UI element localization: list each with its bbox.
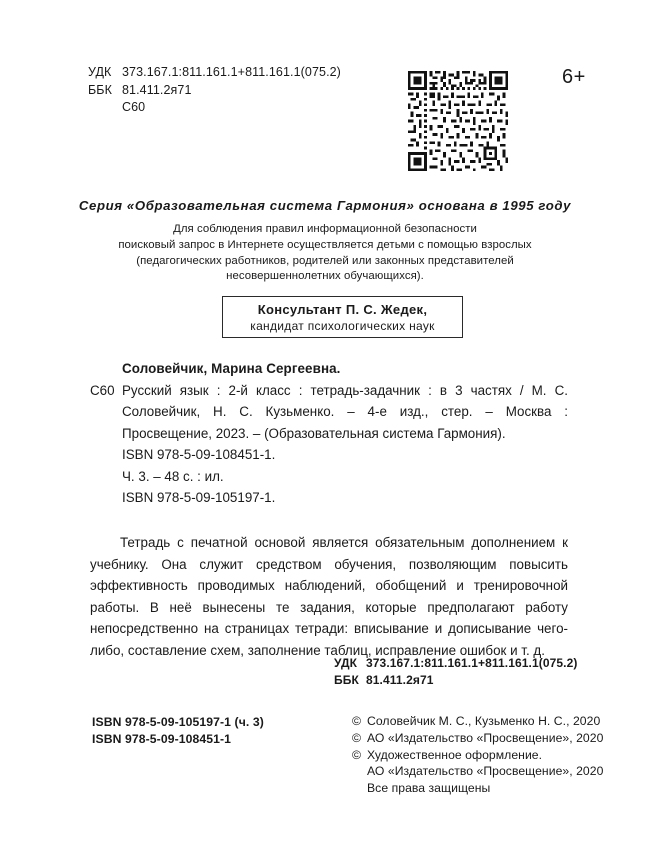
udk-value-repeat: 373.167.1:811.161.1+811.161.1(075.2): [366, 656, 578, 670]
bibliographic-description: Русский язык : 2-й класс : тетрадь-задачник : в 3 частях / М. С. Соловейчик, Н. С. Кузьменко. – 4-е изд., стер. – Москва : Просвещение, 2023. – (Образовательная система Гармония).: [122, 382, 568, 441]
safety-notice-line: Для соблюдения правил информационной безопасности: [173, 223, 477, 235]
bibliographic-sigla: С60: [90, 382, 115, 398]
age-rating-badge: 6+: [562, 66, 586, 88]
bbk-row-repeat: [334, 672, 577, 689]
bbk-value: 81.411.2я71: [122, 82, 192, 97]
udk-value: 373.167.1:811.161.1+811.161.1(075.2): [122, 65, 341, 79]
copyright-symbol-icon: ©: [352, 747, 362, 762]
copyright-line: [352, 780, 603, 797]
copyright-text: Художественное оформление.: [367, 747, 543, 762]
bibliographic-record: [90, 358, 568, 509]
isbn-line: ISBN 978-5-09-108451-1: [92, 731, 232, 746]
safety-notice-line: несовершеннолетних обучающихся).: [226, 270, 424, 283]
series-line: Серия «Образовательная система Гармония» основана в 1995 году: [78, 198, 572, 213]
udk-row-repeat: [334, 655, 577, 672]
bbk-value-repeat: 81.411.2я71: [366, 672, 434, 687]
sigla-code: С60: [122, 100, 146, 114]
isbn-part: ISBN 978-5-09-105197-1.: [122, 490, 276, 505]
part-info: Ч. 3. – 48 с. : ил.: [122, 468, 224, 484]
isbn-block: [92, 714, 264, 747]
consultant-box: [222, 296, 463, 338]
bibliographic-isbn-list: [90, 444, 568, 509]
safety-notice: [0, 222, 650, 285]
qr-code-icon: [408, 71, 508, 171]
isbn-set: ISBN 978-5-09-108451-1.: [122, 447, 276, 462]
udk-label: УДК: [88, 65, 112, 79]
copyright-block: [352, 713, 603, 797]
copyright-text: АО «Издательство «Просвещение», 2020: [367, 730, 604, 745]
copyright-line: [352, 730, 603, 747]
udk-row: [88, 64, 341, 82]
classification-indices-repeat: [334, 655, 577, 688]
safety-notice-line: (педагогических работников, родителей или законных представителей: [136, 254, 514, 267]
consultant-name: Консультант П. С. Жедек,: [257, 301, 428, 317]
safety-notice-line: поисковый запрос в Интернете осуществляется детьми с помощью взрослых: [118, 238, 532, 251]
classification-indices: [88, 64, 341, 117]
copyright-text: Все права защищены: [367, 781, 491, 796]
bbk-label: ББК: [88, 82, 112, 97]
copyright-line: [352, 763, 603, 780]
isbn-line: ISBN 978-5-09-105197-1 (ч. 3): [92, 715, 264, 729]
bbk-row: [88, 82, 341, 100]
consultant-degree: кандидат психологических наук: [250, 318, 435, 333]
bibliographic-author: Соловейчик, Марина Сергеевна.: [122, 361, 341, 376]
udk-label-repeat: УДК: [334, 656, 358, 670]
copyright-text: Соловейчик М. С., Кузьменко Н. С., 2020: [367, 714, 601, 728]
copyright-line: [352, 713, 603, 730]
copyright-text: АО «Издательство «Просвещение», 2020: [367, 764, 604, 779]
copyright-line: [352, 747, 603, 764]
bbk-label-repeat: ББК: [334, 672, 359, 687]
copyright-symbol-icon: ©: [352, 730, 362, 745]
annotation-paragraph: Тетрадь с печатной основой является обязательным дополнением к учебнику. Она служит средством обучения, позволяющим повысить эффективность проводимых наблюдений, обобщений и тренировочной работы. В неё вынесены те задания, которые предполагают работу непосредственно на страницах тетради: вписывание и дописывание чего-либо, составление схем, заполнение таблиц, исправление ошибок и т. д.: [90, 535, 568, 658]
copyright-symbol-icon: ©: [352, 714, 362, 728]
bibliographic-body: [90, 380, 568, 445]
